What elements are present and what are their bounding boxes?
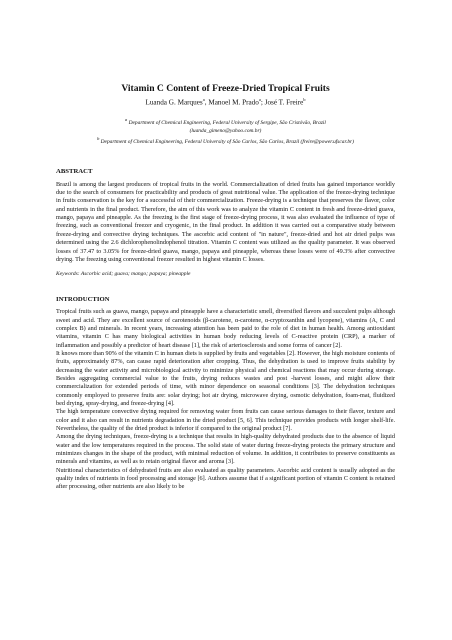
affiliation-email [56,128,395,136]
intro-paragraph: The high temperature convective drying required for removing water from fruits can cause serious damages to their flavor, texture and color and it also can result in nutrients degradation in the dried product [5, 6]. This technique provides products with longer shelf-life. Nevertheless, the quality of the dried product is inferior if compared to the original product [7]. [56,408,395,433]
intro-paragraph: Nutritional characteristics of dehydrated fruits are also evaluated as quality parameters. Ascorbic acid content is usually adopted as the quality index of nutrients in food processing and storage [6]. Authors assume that if a significant portion of vitamin C content is retained after processing, other nutrients are also likely to be [56,466,395,491]
abstract-text: Brazil is among the largest producers of tropical fruits in the world. Commercialization of dried fruits has gained importance worldly due to the search of consumers for practicability and products of great nutritional value. The application of the freeze-drying technique in fruits conservation is the key for a successful of their commercialization. Freeze-drying is a technique that preserves the flavor, color and nutrients in the final product. Therefore, the aim of this work was to analyze the vitamin C content in fresh and freeze-dried guava, mango, papaya and pineapple. As the freezing is the first stage of freeze-drying process, it was also evaluated the influence of type of freezing, such as conventional freezer and cryogenic, in the final product. In addition it was carried out a comparative study between freeze-drying and convective drying techniques. The ascorbic acid content of "in nature", freeze-dried and hot air dried pulps was determined using the 2.6 dichlorophenolindophenol titration. Vitamin C content was utilized as the quality parameter. It was observed losses of 37.47 to 3.05% for freeze-dried guava, mango, papaya and pineapple, whereas these losses were of 49.3% after convective drying. The freezing using conventional freezer resulted in highest vitamin C losses. [56,180,395,263]
affiliation-text: Department of Chemical Engineering, Federal University of Sergipe, São Cristóvão, Brazil [127,120,326,127]
author-name: José T. Freire [264,98,304,107]
intro-paragraph: It knows more than 90% of the vitamin C in human diets is supplied by fruits and vegetables [2]. However, the high moisture contents of fruits, approximately 87%, can cause rapid deterioration after cropping. Thus, the dehydration is used to improve fruits stability by decreasing the water activity and microbiological activity to minimize physical and chemical reactions that may occur during storage. Besides aggregating commercial value to the fruits, drying reduces wastes and post -harvest losses, and might allow their commercialization for extended periods of time, with minor dependence on seasonal conditions [3]. The dehydration techniques commonly employed to preserve fruits are: solar drying; hot air drying, microwave drying, osmotic dehydration, foam-mat, fluidized bed drying, spray-drying, and freeze-drying [4]. [56,349,395,407]
abstract-heading: ABSTRACT [56,167,93,175]
affiliation [56,135,395,146]
intro-paragraph: Among the drying techniques, freeze-drying is a technique that results in high-quality dehydrated products due to the absence of liquid water and the low temperatures required in the process. The solid state of water during freeze-drying protects the primary structure and minimizes changes in the shape of the product, with minimal reduction of volume. In addition, it contributes to preserve constituents as minerals and vitamins, as well as to retain original flavor and aroma [3]. [56,433,395,466]
affiliation-mark: b [97,136,100,142]
author-list: Luanda G. Marques$^a$, Manoel M. Prado$^a$; José T. Freire$^b$ [145,97,306,107]
intro-paragraph: Tropical fruits such as guava, mango, papaya and pineapple have a characteristic smell, diversified flavors and succulent pulps although sweet and acid. They are excellent source of carotenoids (β-carotene, α-carotene, α-cryptoxanthin and lycopene), vitamins (A, C and complex B) and minerals. In recent years, increasing attention has been paid to the role of diet in human health. Among antioxidant vitamins, vitamin C has many biological activities in human body reducing levels of C-reactive protein (CRP), a marker of inflammation and possibly a predictor of heart disease [1], the risk of arteriosclerosis and some forms of cancer [2]. [56,308,395,349]
author-affiliation-mark: a [202,97,205,102]
author-affiliation-mark: b [303,97,306,102]
affiliation-text: (luanda_gimeno@yahoo.com.br) [189,127,262,134]
affiliation [56,116,395,127]
paper-title: Vitamin C Content of Freeze-Dried Tropical Fruits [121,83,330,94]
author-affiliation-mark: a [258,97,261,102]
introduction-heading: INTRODUCTION [56,296,110,304]
author-name: Luanda G. Marques [145,98,203,107]
author-name: Manoel M. Prado [208,98,259,107]
affiliation-text: Department of Chemical Engineering, Federal University of São Carlos, São Carlos, Brazil (freire@power.ufscar.br) [99,139,354,146]
keywords: Keywords: Ascorbic acid; guava; mango; papaya; pineapple [56,271,191,278]
affiliation-mark: a [125,117,128,123]
